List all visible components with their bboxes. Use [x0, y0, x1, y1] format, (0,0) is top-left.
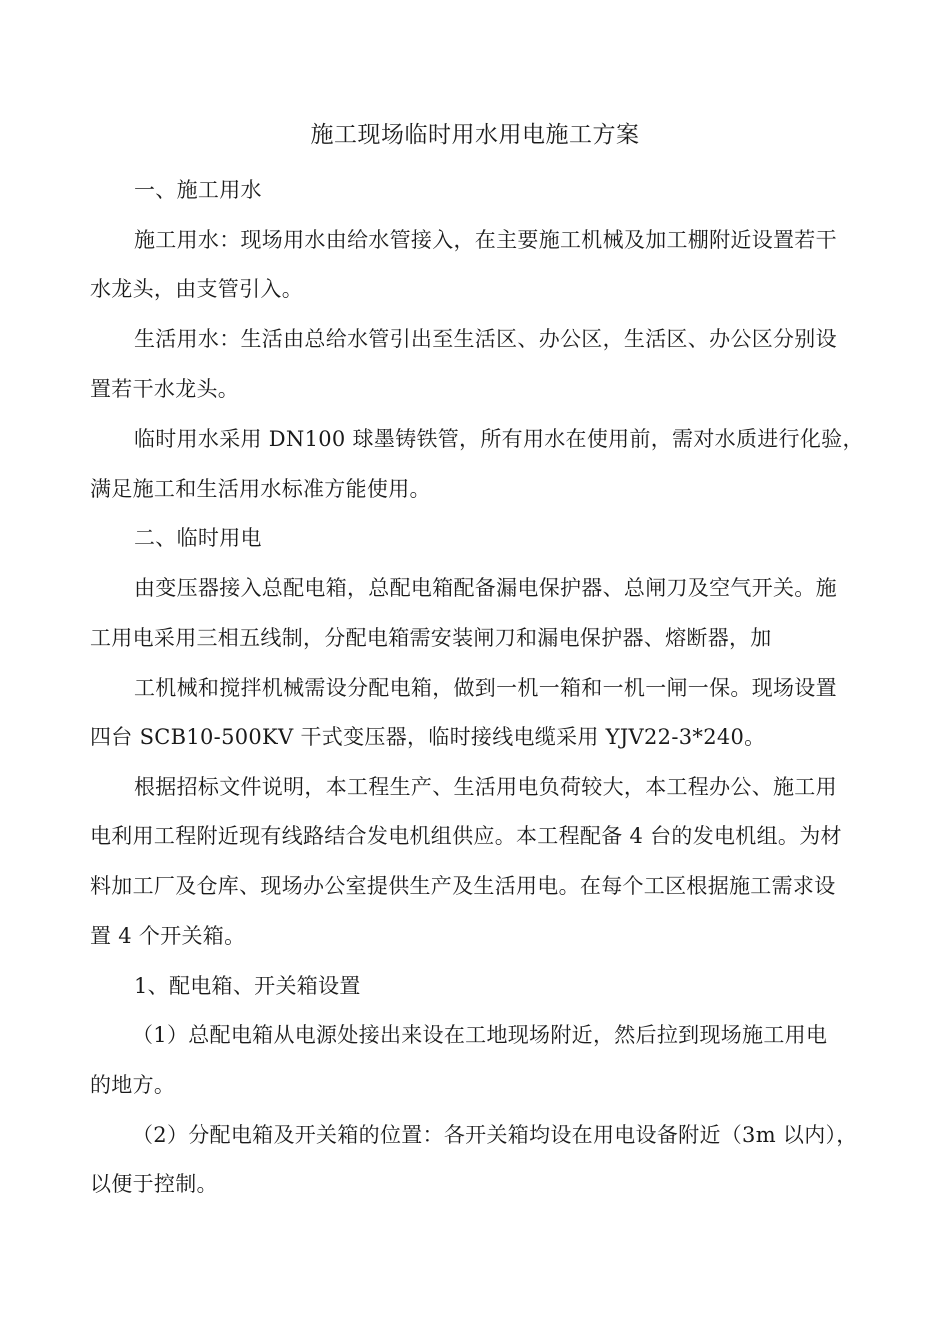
subsection-heading: 1、配电箱、开关箱设置: [134, 974, 361, 998]
paragraph-line: 根据招标文件说明，本工程生产、生活用电负荷较大，本工程办公、施工用: [134, 775, 837, 799]
paragraph-line: 料加工厂及仓库、现场办公室提供生产及生活用电。在每个工区根据施工需求设: [90, 874, 836, 898]
section-heading-water: 一、施工用水: [134, 178, 262, 202]
paragraph-line: 由变压器接入总配电箱，总配电箱配备漏电保护器、总闸刀及空气开关。施: [134, 576, 837, 600]
paragraph-line: 工用电采用三相五线制，分配电箱需安装闸刀和漏电保护器、熔断器，加: [90, 626, 772, 650]
paragraph-line: 工机械和搅拌机械需设分配电箱，做到一机一箱和一机一闸一保。现场设置: [134, 676, 837, 700]
document-title: 施工现场临时用水用电施工方案: [310, 122, 640, 148]
paragraph-line: 满足施工和生活用水标准方能使用。: [90, 477, 431, 501]
paragraph-line: 的地方。: [90, 1073, 176, 1097]
paragraph-line: 置 4 个开关箱。: [90, 924, 246, 948]
paragraph-line: （1）总配电箱从电源处接出来设在工地现场附近，然后拉到现场施工用电: [132, 1023, 828, 1047]
paragraph-line: 电利用工程附近现有线路结合发电机组供应。本工程配备 4 台的发电机组。为材: [90, 824, 842, 848]
section-heading-power: 二、临时用电: [134, 526, 262, 550]
paragraph-line: （2）分配电箱及开关箱的位置：各开关箱均设在用电设备附近（3m 以内），: [132, 1123, 858, 1147]
paragraph-line: 置若干水龙头。: [90, 377, 240, 401]
paragraph-line: 生活用水：生活由总给水管引出至生活区、办公区，生活区、办公区分别设: [134, 327, 837, 351]
paragraph-line: 临时用水采用 DN100 球墨铸铁管，所有用水在使用前，需对水质进行化验，: [134, 427, 864, 451]
paragraph-line: 以便于控制。: [90, 1172, 218, 1196]
paragraph-line: 施工用水：现场用水由给水管接入，在主要施工机械及加工棚附近设置若干: [134, 228, 837, 252]
paragraph-line: 水龙头，由支管引入。: [90, 277, 303, 301]
paragraph-line: 四台 SCB10-500KV 干式变压器，临时接线电缆采用 YJV22-3*240。: [90, 725, 766, 749]
